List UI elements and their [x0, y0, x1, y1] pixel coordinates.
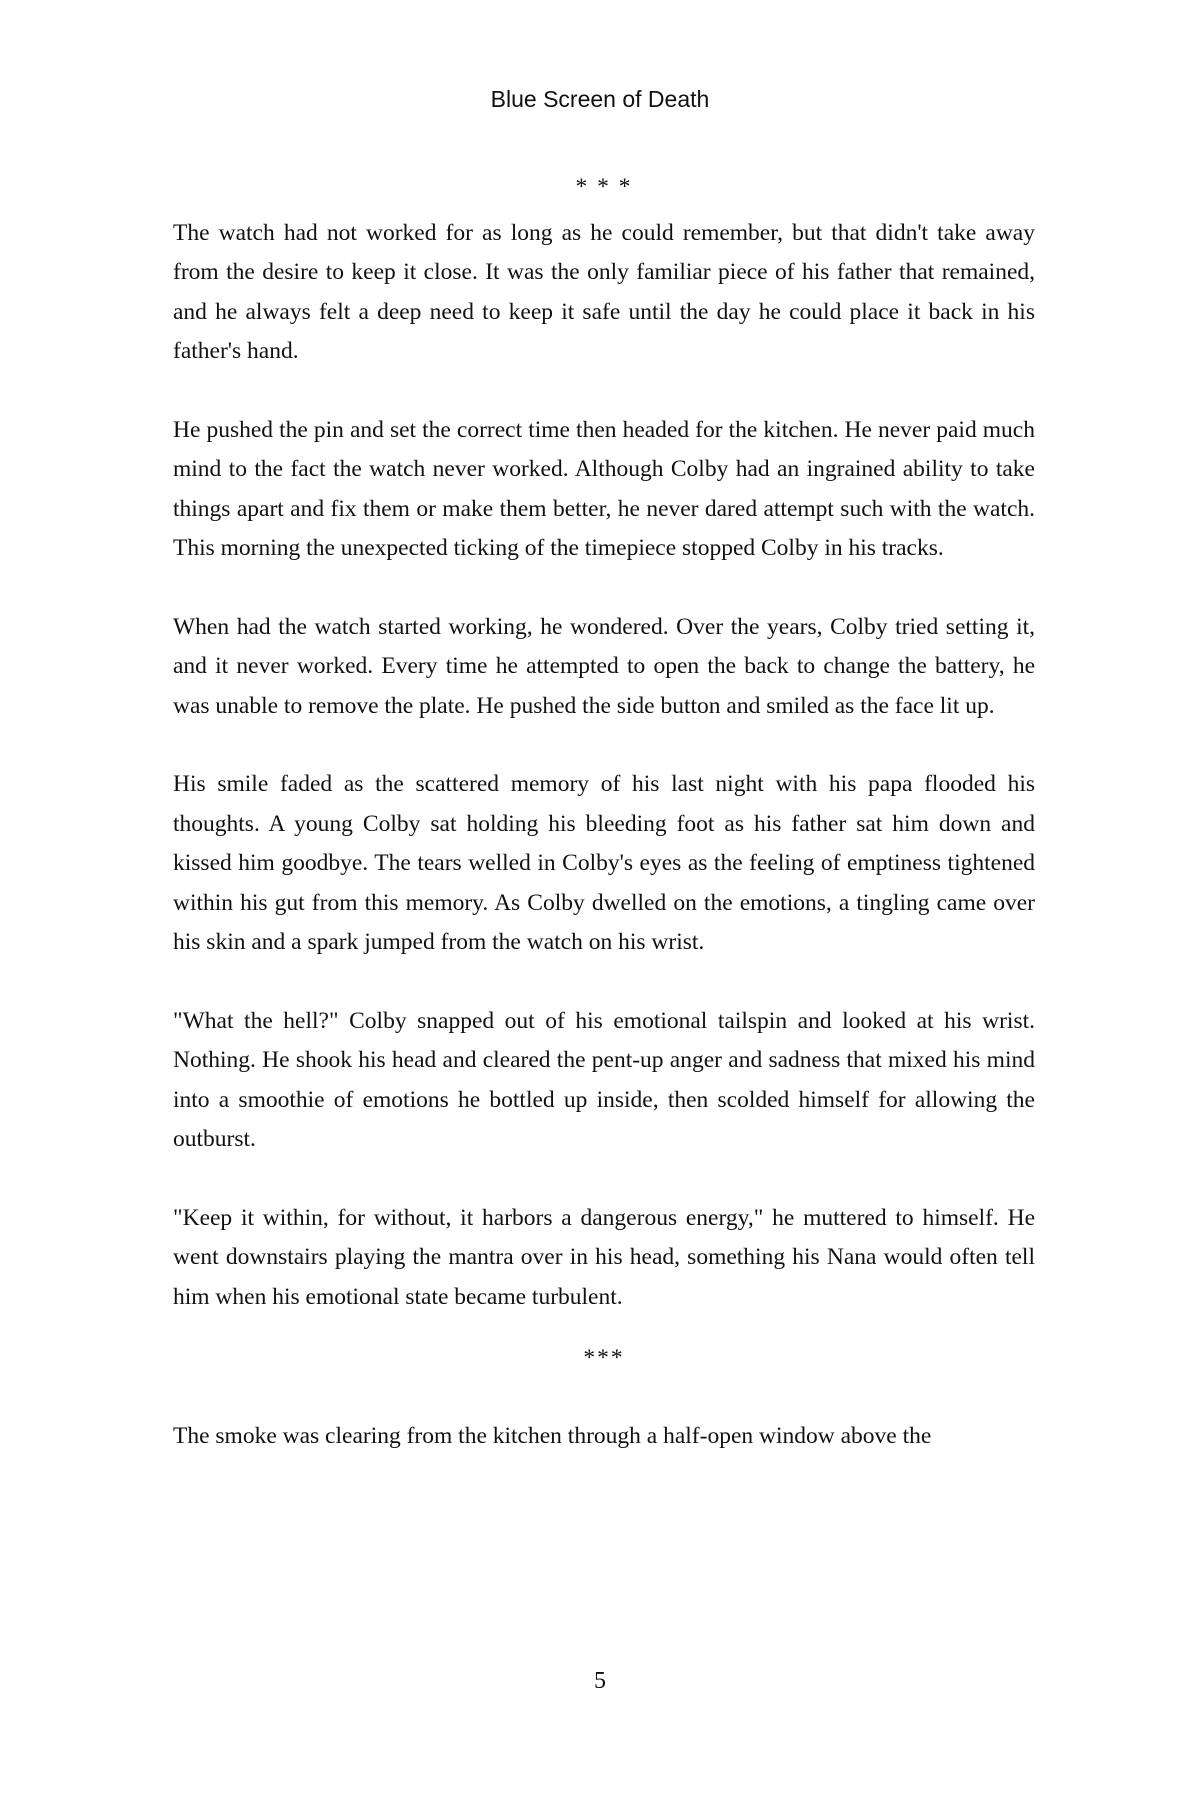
- paragraph-4: His smile faded as the scattered memory of his last night with his papa flooded his thoughts. A young Colby sat holding his bleeding foot as his father sat him down and kissed him goodbye. The tears welled in Colby's eyes as the feeling of emptiness tightened within his gut from this memory. As Colby dwelled on the emotions, a tingling came over his skin and a spark jumped from the watch on his wrist.: [173, 771, 1035, 955]
- scene-break-middle: ***: [583, 1345, 625, 1371]
- page-number: 5: [594, 1668, 606, 1694]
- paragraph-1: The watch had not worked for as long as he could remember, but that didn't take away from the desire to keep it close. It was the only familiar piece of his father that remained, and he always felt a deep need to keep it safe until the day he could place it back in his father's hand.: [173, 219, 1035, 364]
- paragraph-5: "What the hell?" Colby snapped out of his emotional tailspin and looked at his wrist. Nothing. He shook his head and cleared the pent-up anger and sadness that mixed his mind into a smoothie of emotions he bottled up inside, then scolded himself for allowing the outburst.: [173, 1007, 1035, 1152]
- paragraph-2: He pushed the pin and set the correct time then headed for the kitchen. He never paid much mind to the fact the watch never worked. Although Colby had an ingrained ability to take things apart and fix them or make them better, he never dared attempt such with the watch. This morning the unexpected ticking of the timepiece stopped Colby in his tracks.: [173, 416, 1035, 561]
- paragraph-6: "Keep it within, for without, it harbors a dangerous energy," he muttered to himself. He went downstairs playing the mantra over in his head, something his Nana would often tell him when his emotional state became turbulent.: [173, 1204, 1035, 1310]
- paragraph-3: When had the watch started working, he wondered. Over the years, Colby tried setting it, and it never worked. Every time he attempted to open the back to change the battery, he was unable to remove the plate. He pushed the side button and smiled as the face lit up.: [173, 613, 1035, 719]
- body-text: [173, 168, 1035, 1456]
- paragraph-final: The smoke was clearing from the kitchen through a half-open window above the: [173, 1422, 932, 1449]
- running-header-title: Blue Screen of Death: [490, 86, 710, 112]
- scene-break-top: * * *: [575, 174, 633, 200]
